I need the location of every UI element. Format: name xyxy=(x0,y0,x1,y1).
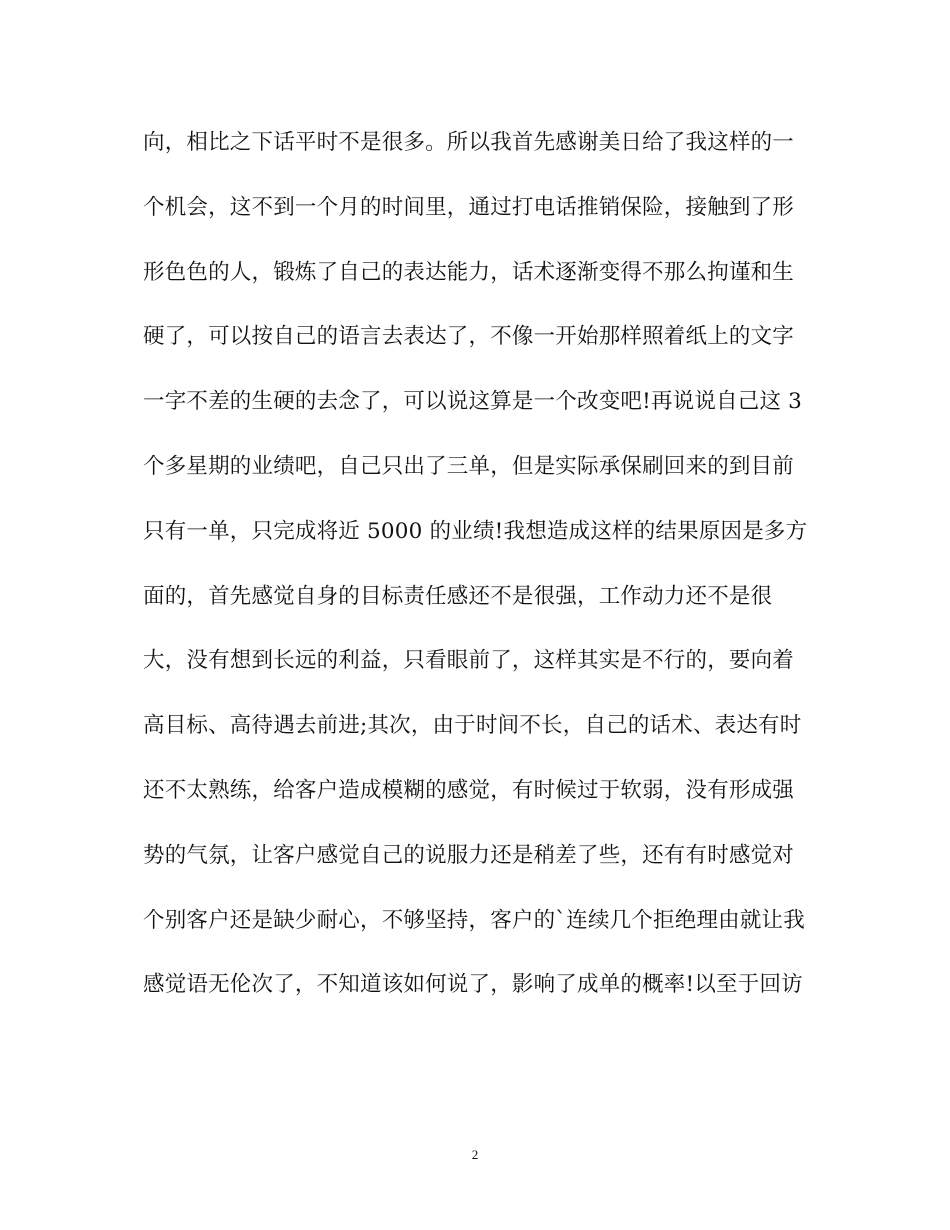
text-line-13: 个别客户还是缺少耐心，不够坚持，客户的`连续几个拒绝理由就让我 xyxy=(143,907,805,933)
text-line-8: 面的，首先感觉自身的目标责任感还不是很强，工作动力还不是很 xyxy=(143,583,773,609)
text-line-4: 硬了，可以按自己的语言去表达了，不像一开始那样照着纸上的文字 xyxy=(143,324,795,350)
text-line-14: 感觉语无伦次了，不知道该如何说了，影响了成单的概率!以至于回访 xyxy=(143,972,803,998)
page-number: 2 xyxy=(471,1147,479,1162)
body-text xyxy=(143,121,813,1028)
text-line-3: 形色色的人，锻炼了自己的表达能力，话术逐渐变得不那么拘谨和生 xyxy=(143,259,795,285)
text-line-11: 还不太熟练，给客户造成模糊的感觉，有时候过于软弱，没有形成强 xyxy=(143,777,795,803)
text-line-5: 一字不差的生硬的去念了，可以说这算是一个改变吧!再说说自己这 3 xyxy=(143,389,803,415)
text-line-10: 高目标、高待遇去前进;其次，由于时间不长，自己的话术、表达有时 xyxy=(143,713,802,739)
text-line-12: 势的气氛，让客户感觉自己的说服力还是稍差了些，还有有时感觉对 xyxy=(143,842,795,868)
text-line-2: 个机会，这不到一个月的时间里，通过打电话推销保险，接触到了形 xyxy=(143,194,795,220)
text-line-1: 向，相比之下话平时不是很多。所以我首先感谢美日给了我这样的一 xyxy=(143,130,795,155)
text-line-9: 大，没有想到长远的利益，只看眼前了，这样其实是不行的，要向着 xyxy=(143,648,795,674)
text-line-7: 只有一单，只完成将近 5000 的业绩!我想造成这样的结果原因是多方 xyxy=(143,518,808,544)
text-line-6: 个多星期的业绩吧，自己只出了三单，但是实际承保刷回来的到目前 xyxy=(143,453,795,479)
